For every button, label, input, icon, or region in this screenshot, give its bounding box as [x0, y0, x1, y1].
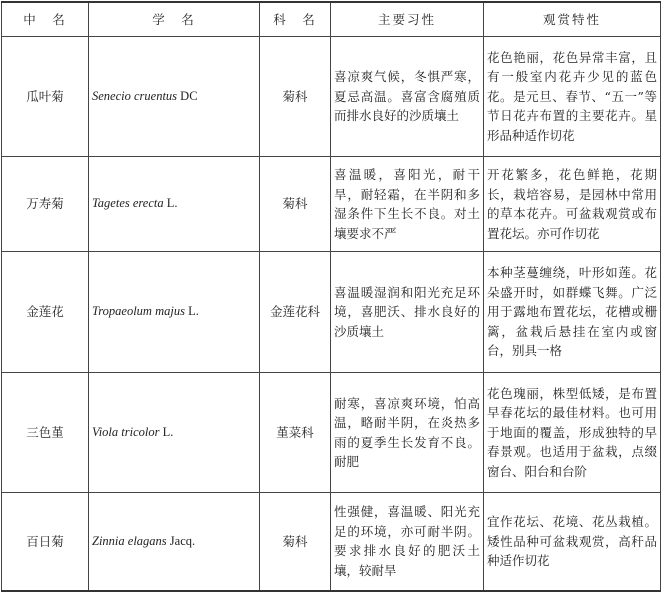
header-habit: 主要习性	[331, 2, 484, 37]
habit: 耐寒，喜凉爽环境，怕高温，略耐半阴，在炎热多雨的夏季生长发育不良。耐肥	[331, 373, 484, 493]
feature: 花色瑰丽，株型低矮，是布置早春花坛的最佳材料。也可用于地面的覆盖，形成独特的早春景观。也适用于盆栽，点缀窗台、阳台和台阶	[484, 373, 661, 493]
author: L.	[162, 424, 174, 439]
table-row	[2, 373, 661, 493]
chinese-name: 金莲花	[2, 252, 89, 373]
table-row	[2, 252, 661, 373]
author: Jacq.	[169, 533, 196, 548]
scientific-name	[89, 493, 260, 591]
header-scientific-name: 学 名	[89, 2, 260, 37]
feature: 花色艳丽，花色异常丰富，且有一般室内花卉少见的蓝色花。是元旦、春节、“五一”等节日花卉布置的主要花卉。星形品种适作切花	[484, 37, 661, 157]
genus-species: Viola tricolor	[92, 424, 160, 439]
header-feature: 观赏特性	[484, 2, 661, 37]
feature: 宜作花坛、花境、花丛栽植。矮性品种可盆栽观赏，高秆品种适作切花	[484, 493, 661, 591]
genus-species: Tagetes erecta	[92, 196, 164, 211]
genus-species: Zinnia elagans	[92, 533, 167, 548]
habit: 喜温暖湿润和阳光充足环境，喜肥沃、排水良好的沙质壤土	[331, 252, 484, 373]
chinese-name: 三色堇	[2, 373, 89, 493]
scientific-name	[89, 252, 260, 373]
table-row	[2, 157, 661, 252]
author: DC	[180, 88, 198, 103]
feature: 开花繁多，花色鲜艳，花期长，栽培容易，是园林中常用的草本花卉。可盆栽观赏或布置花坛。亦可作切花	[484, 157, 661, 252]
chinese-name: 瓜叶菊	[2, 37, 89, 157]
header-chinese-name: 中 名	[2, 2, 89, 37]
genus-species: Senecio cruentus	[92, 88, 178, 103]
genus-species: Tropaeolum majus	[92, 304, 185, 319]
family: 堇菜科	[260, 373, 331, 493]
habit: 喜温暖，喜阳光，耐干旱，耐轻霜，在半阴和多湿条件下生长不良。对土壤要求不严	[331, 157, 484, 252]
family: 金莲花科	[260, 252, 331, 373]
author: L.	[166, 196, 178, 211]
table-row	[2, 493, 661, 591]
chinese-name: 百日菊	[2, 493, 89, 591]
header-row	[2, 2, 661, 37]
feature: 本种茎蔓缠绕，叶形如莲。花朵盛开时，如群蝶飞舞。广泛用于露地布置花坛，花槽或栅篱，盆栽后悬挂在室内或窗台，别具一格	[484, 252, 661, 373]
family: 菊科	[260, 37, 331, 157]
scientific-name	[89, 157, 260, 252]
table-row	[2, 37, 661, 157]
author: L.	[188, 304, 199, 319]
plant-table	[1, 1, 661, 592]
habit: 性强健，喜温暖、阳光充足的环境，亦可耐半阴。要求排水良好的肥沃土壤，较耐旱	[331, 493, 484, 591]
habit: 喜凉爽气候，冬惧严寒，夏忌高温。喜富含腐殖质而排水良好的沙质壤土	[331, 37, 484, 157]
scientific-name	[89, 373, 260, 493]
family: 菊科	[260, 493, 331, 591]
family: 菊科	[260, 157, 331, 252]
scientific-name	[89, 37, 260, 157]
chinese-name: 万寿菊	[2, 157, 89, 252]
header-family: 科 名	[260, 2, 331, 37]
